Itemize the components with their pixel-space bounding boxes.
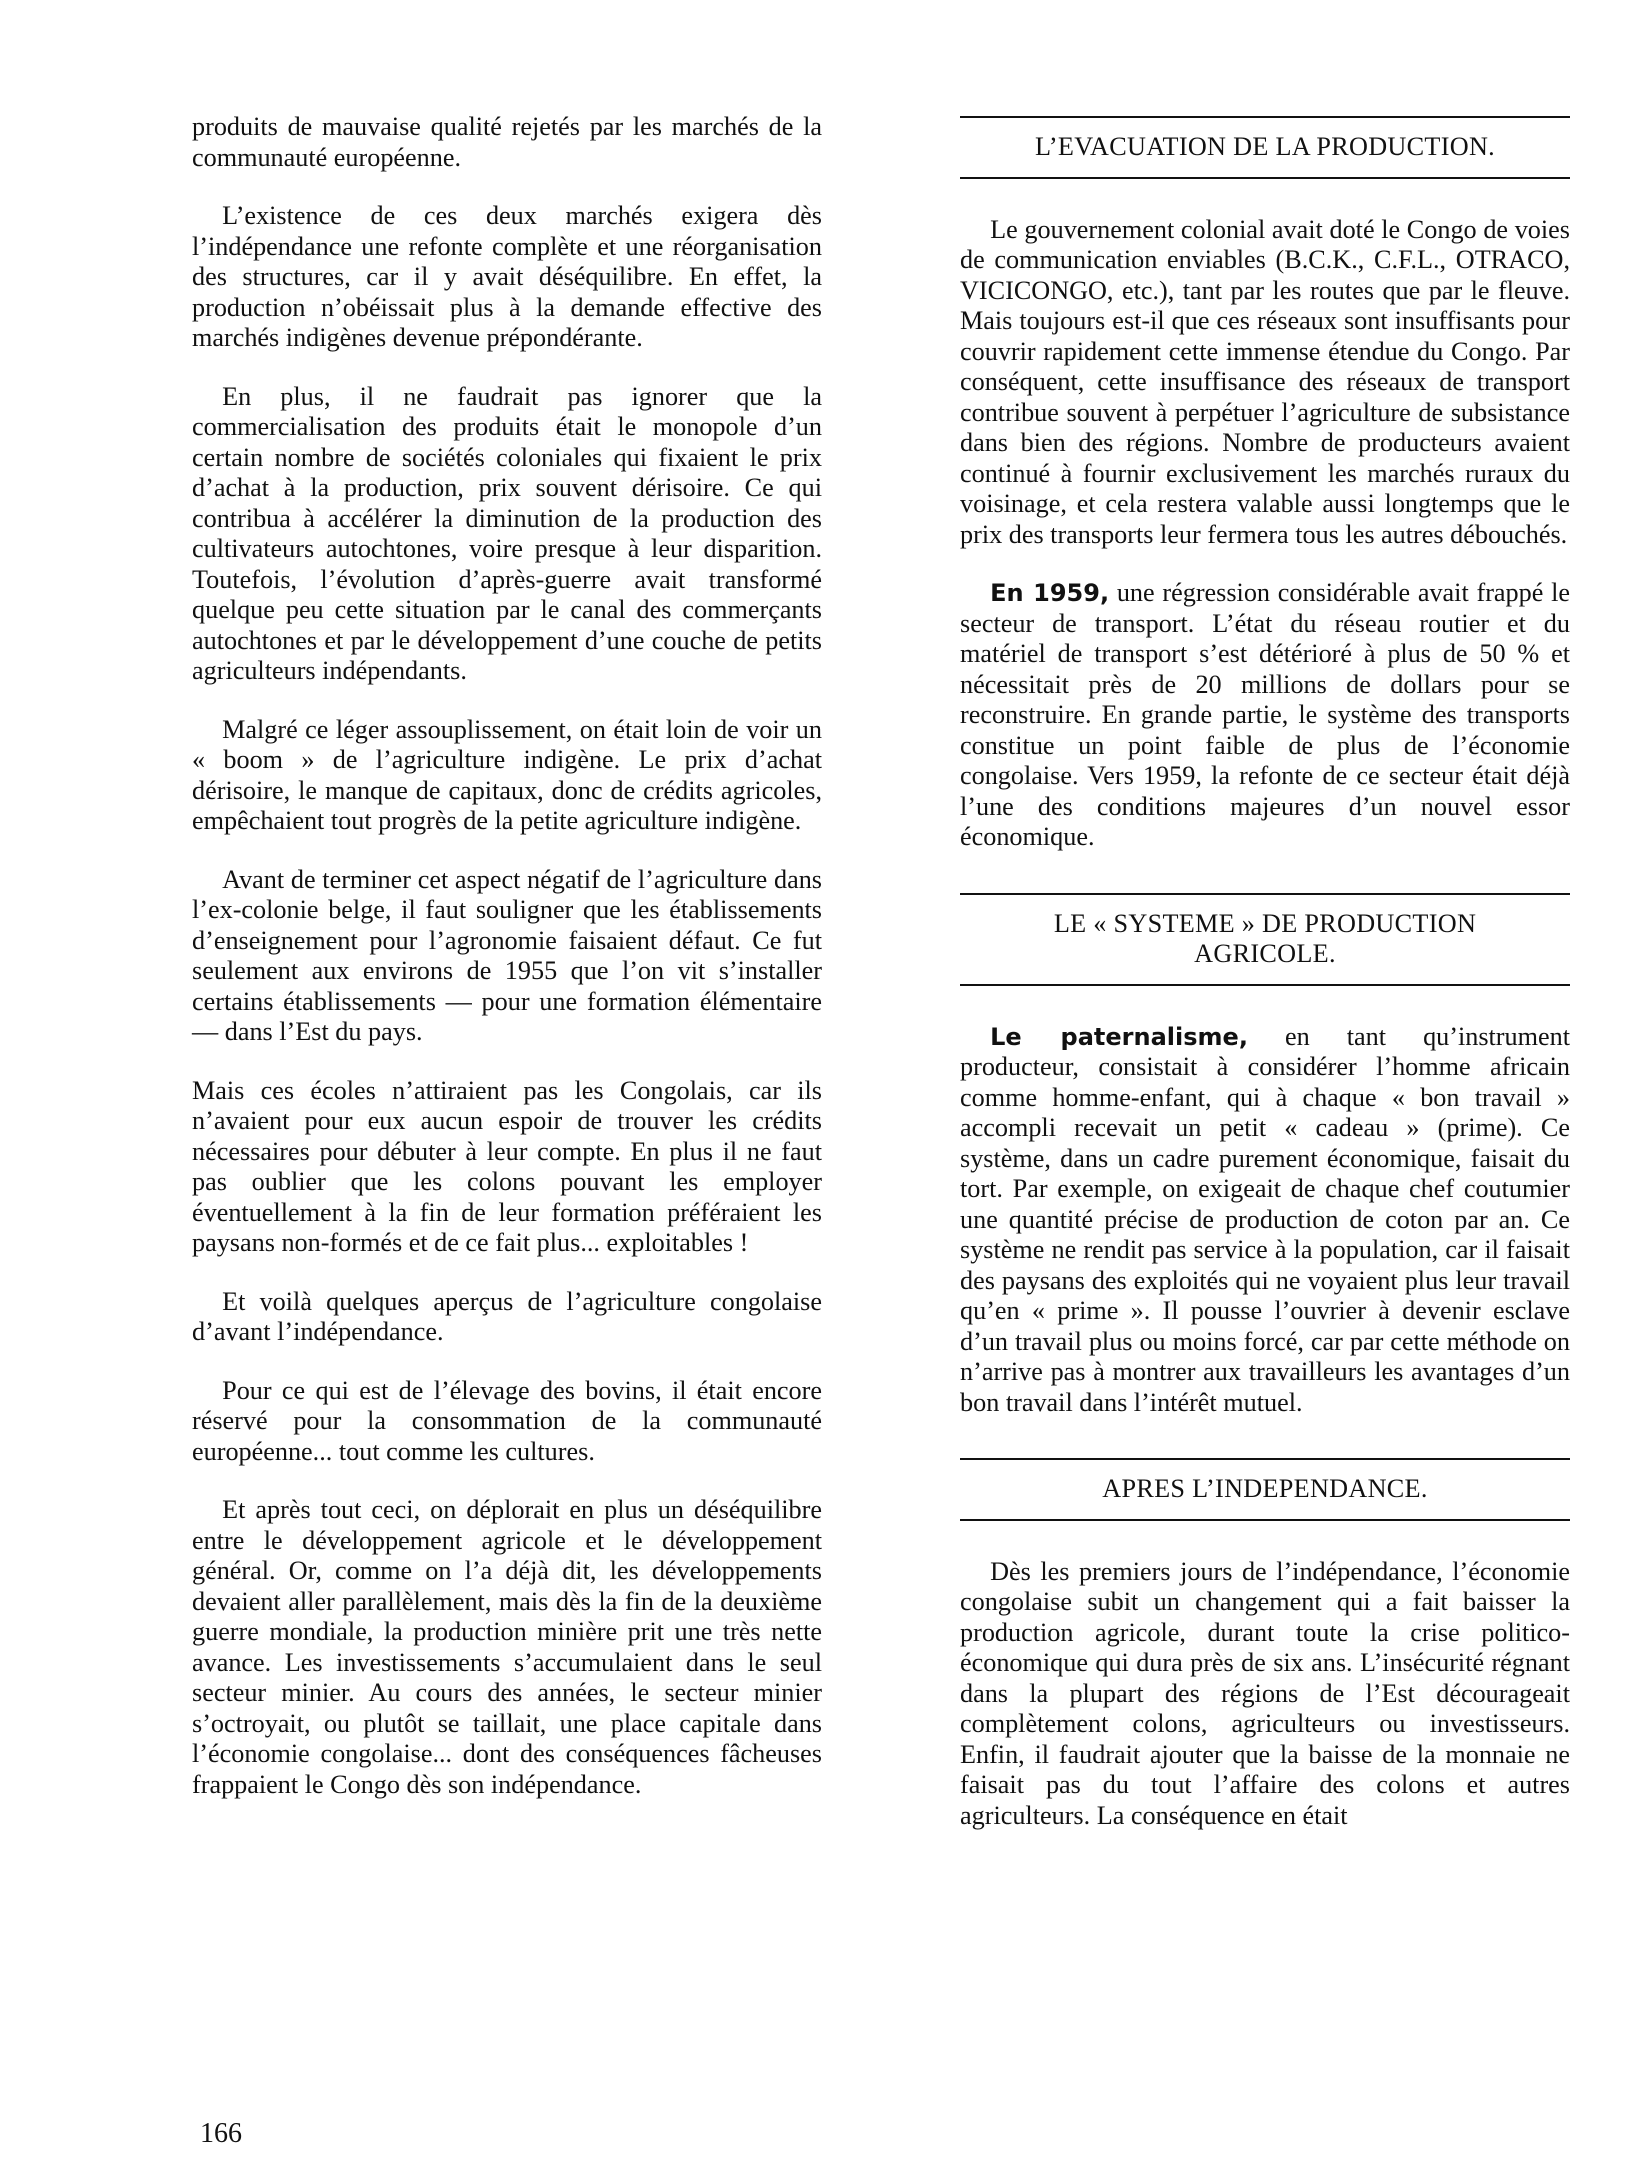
paragraph: Dès les premiers jours de l’indépendance, l’économie congolaise subit un changement qui a fait baisser la production agricole, durant toute la crise politico-économique qui dura près de six ans. L’insécurité régnant dans la plupart des régions de l’Est décourageait complètement colons, agriculteurs ou investisseurs. Enfin, il faudrait ajouter que la baisse de la monnaie ne faisait pas du tout l’affaire des colons et autres agriculteurs. La conséquence en était [960,1556,1570,1830]
section-heading [960,895,1570,984]
section-heading: L’EVACUATION DE LA PRODUCTION. [1034,132,1495,161]
paragraph: Avant de terminer cet aspect négatif de l’agriculture dans l’ex-colonie belge, il faut souligner que les établissements d’enseignement pour l’agronomie faisaient défaut. Ce fut seulement aux environs de 1955 que l’on vit s’installer certains établissements — pour une formation élémentaire — dans l’Est du pays. [192,864,822,1046]
heading-line: LE « SYSTEME » DE PRODUCTION [1053,908,1477,938]
paragraph [960,1022,1570,1419]
left-column [192,112,822,1800]
paragraph: Malgré ce léger assouplissement, on était loin de voir un « boom » de l’agriculture indigène. Le prix d’achat dérisoire, le manque de capitaux, donc de crédits agricoles, empêchaient tout progrès de la petite agriculture indigène. [192,714,822,835]
paragraph: Et après tout ceci, on déplorait en plus un déséquilibre entre le développement agricole et le développement général. Or, comme on l’a déjà dit, les développements devaient aller parallèlement, mais dès la fin de la deuxième guerre mondiale, la production minière prit une très nette avance. Les investissements s’accumulaient dans le seul secteur minier. Au cours des années, le secteur minier s’octroyait, ou plutôt se taillait, une place capitale dans l’économie congolaise... dont des conséquences fâcheuses frappaient le Congo dès son indépendance. [192,1495,822,1799]
bold-lead: Le paternalisme, [990,1022,1248,1051]
page-number: 166 [200,2118,242,2149]
right-column [960,116,1570,1831]
section-heading: APRES L’INDEPENDANCE. [1102,1474,1428,1503]
paragraph: Mais ces écoles n’attiraient pas les Congolais, car ils n’avaient pour eux aucun espoir de trouver les crédits nécessaires pour débuter à leur compte. En plus il ne faut pas oublier que les colons pouvant les employer éventuellement à la fin de leur formation préféraient les paysans non-formés et de ce fait plus... exploitables ! [192,1075,822,1257]
paragraph: Pour ce qui est de l’élevage des bovins, il était encore réservé pour la consommation de la communauté européenne... tout comme les cultures. [192,1375,822,1466]
paragraph: Et voilà quelques aperçus de l’agriculture congolaise d’avant l’indépendance. [192,1286,822,1346]
paragraph [960,578,1570,853]
bold-lead: En 1959, [990,579,1110,607]
paragraph: En plus, il ne faudrait pas ignorer que la commercialisation des produits était le monopole d’un certain nombre de sociétés coloniales qui fixaient le prix d’achat à la production, prix souvent dérisoire. Ce qui contribua à accélérer la diminution de la production des cultivateurs autochtones, voire presque à leur disparition. Toutefois, l’évolution d’après-guerre avait transformé quelque peu cette situation par le canal des commerçants autochtones et par le développement d’une couche de petits agriculteurs indépendants. [192,381,822,685]
paragraph-text: en tant qu’instrument producteur, consistait à considérer l’homme africain comme homme-enfant, qui à chaque « bon travail » accompli recevait un petit « cadeau » (prime). Ce système, dans un cadre purement économique, faisait du tort. Par exemple, on exigeait de chaque chef coutumier une quantité précise de production de coton par an. Ce système ne rendit pas service à la population, car il faisait des paysans des exploités qui ne voyaient plus leur travail qu’en « prime ». Il pousse l’ouvrier à devenir esclave d’un travail plus ou moins forcé, car par cette méthode on n’arrive pas à montrer aux travailleurs les avantages d’un bon travail dans l’intérêt mutuel. [960,1021,1570,1417]
paragraph: Le gouvernement colonial avait doté le Congo de voies de communication enviables (B.C.K., C.F.L., OTRACO, VICICONGO, etc.), tant par les routes que par le fleuve. Mais toujours est-il que ces réseaux sont insuffisants pour couvrir rapidement cette immense étendue du Congo. Par conséquent, cette insuffisance des réseaux de transport contribue souvent à perpétuer l’agriculture de subsistance dans bien des régions. Nombre de producteurs avaient continué à fournir exclusivement les marchés ruraux du voisinage, et cela restera valable aussi longtemps que le prix des transports leur fermera tous les autres débouchés. [960,214,1570,549]
paragraph-text: une régression considérable avait frappé le secteur de transport. L’état du réseau routier et du matériel de transport s’est détérioré à plus de 50 % et nécessitait près de 20 millions de dollars pour se reconstruire. En grande partie, le système des transports constitue un point faible de plus de l’économie congolaise. Vers 1959, la refonte de ce secteur était déjà l’une des conditions majeures d’un nouvel essor économique. [960,578,1570,851]
paragraph: produits de mauvaise qualité rejetés par les marchés de la communauté européenne. [192,112,822,172]
heading-line: AGRICOLE. [1194,939,1336,968]
paragraph: L’existence de ces deux marchés exigera dès l’indépendance une refonte complète et une réorganisation des structures, car il y avait déséquilibre. En effet, la production n’obéissait plus à la demande effective des marchés indigènes devenue prépondérante. [192,201,822,352]
